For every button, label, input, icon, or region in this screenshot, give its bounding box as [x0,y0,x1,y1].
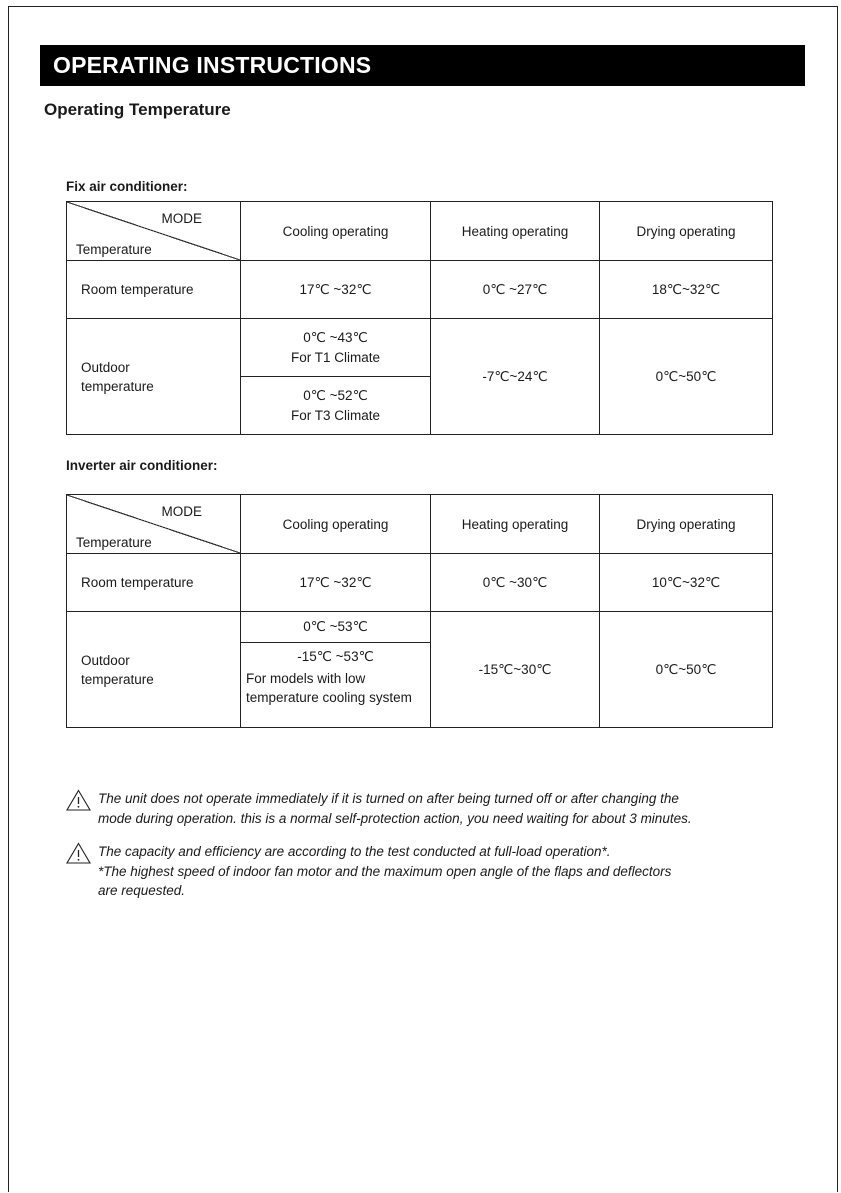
room-heating-value: 0℃ ~27℃ [431,261,600,319]
row-label-line: temperature [81,378,154,394]
note-text-line: are requested. [98,883,186,898]
note-text-line: mode during operation. this is a normal self-protection action, you need waiting for about 3 minutes. [98,810,692,826]
column-header-cooling: Cooling operating [241,202,431,261]
inverter-table-caption: Inverter air conditioner: [66,458,218,473]
mode-label: MODE [161,504,202,519]
outdoor-cooling-t1-cell [241,319,431,377]
table-header-row [67,495,773,554]
table-header-row [67,202,773,261]
warning-icon [66,789,91,811]
table-row [67,261,773,319]
outdoor-cooling-t1-value: 0℃ ~43℃ [303,330,368,345]
row-label-line: temperature [81,671,154,687]
note-text-line: The unit does not operate immediately if it is turned on after being turned off or after changing the [98,791,679,806]
mode-label: MODE [161,211,202,226]
room-cooling-value: 17℃ ~32℃ [241,261,431,319]
corner-cell [67,202,241,261]
note-1 [66,789,786,828]
fix-temperature-table [66,201,773,435]
outdoor-drying-value: 0℃~50℃ [600,319,773,435]
notes [66,789,786,901]
column-header-cooling: Cooling operating [241,495,431,554]
room-drying-value: 18℃~32℃ [600,261,773,319]
note-text-line: *The highest speed of indoor fan motor and the maximum open angle of the flaps and deflectors [98,863,672,879]
column-header-drying: Drying operating [600,202,773,261]
column-header-drying: Drying operating [600,495,773,554]
corner-cell [67,495,241,554]
temperature-label: Temperature [76,242,152,257]
outdoor-cooling-a-value: 0℃ ~53℃ [241,612,431,643]
outdoor-drying-value: 0℃~50℃ [600,612,773,728]
room-cooling-value: 17℃ ~32℃ [241,554,431,612]
outdoor-cooling-b-cell [241,643,431,728]
outdoor-cooling-t3-cell [241,377,431,435]
outdoor-heating-value: -15℃~30℃ [431,612,600,728]
fix-table-caption: Fix air conditioner: [66,179,188,194]
t3-climate-note: For T3 Climate [290,408,381,423]
section-title: Operating Temperature [44,100,231,119]
row-label-line: Outdoor [81,652,130,668]
room-drying-value: 10℃~32℃ [600,554,773,612]
outdoor-heating-value: -7℃~24℃ [431,319,600,435]
row-label-outdoor [67,319,241,435]
row-label-line: Outdoor [81,359,130,375]
table-row [67,319,773,377]
low-temp-note [241,665,430,707]
warning-icon [66,842,91,864]
row-label-outdoor [67,612,241,728]
temperature-label: Temperature [76,535,152,550]
column-header-heating: Heating operating [431,202,600,261]
table-row [67,612,773,643]
room-heating-value: 0℃ ~30℃ [431,554,600,612]
row-label-room: Room temperature [67,554,241,612]
low-temp-note-line: For models with low [246,671,366,686]
column-header-heating: Heating operating [431,495,600,554]
table-row [67,554,773,612]
t1-climate-note: For T1 Climate [290,350,381,365]
page-header: OPERATING INSTRUCTIONS [40,45,805,86]
outdoor-cooling-t3-value: 0℃ ~52℃ [303,388,368,403]
note-text-line: The capacity and efficiency are according to the test conducted at full-load operation*. [98,844,611,859]
inverter-temperature-table [66,494,773,728]
low-temp-note-line: temperature cooling system [246,690,412,705]
row-label-room: Room temperature [67,261,241,319]
note-2 [66,842,786,901]
outdoor-cooling-b-value: -15℃ ~53℃ [297,649,374,664]
